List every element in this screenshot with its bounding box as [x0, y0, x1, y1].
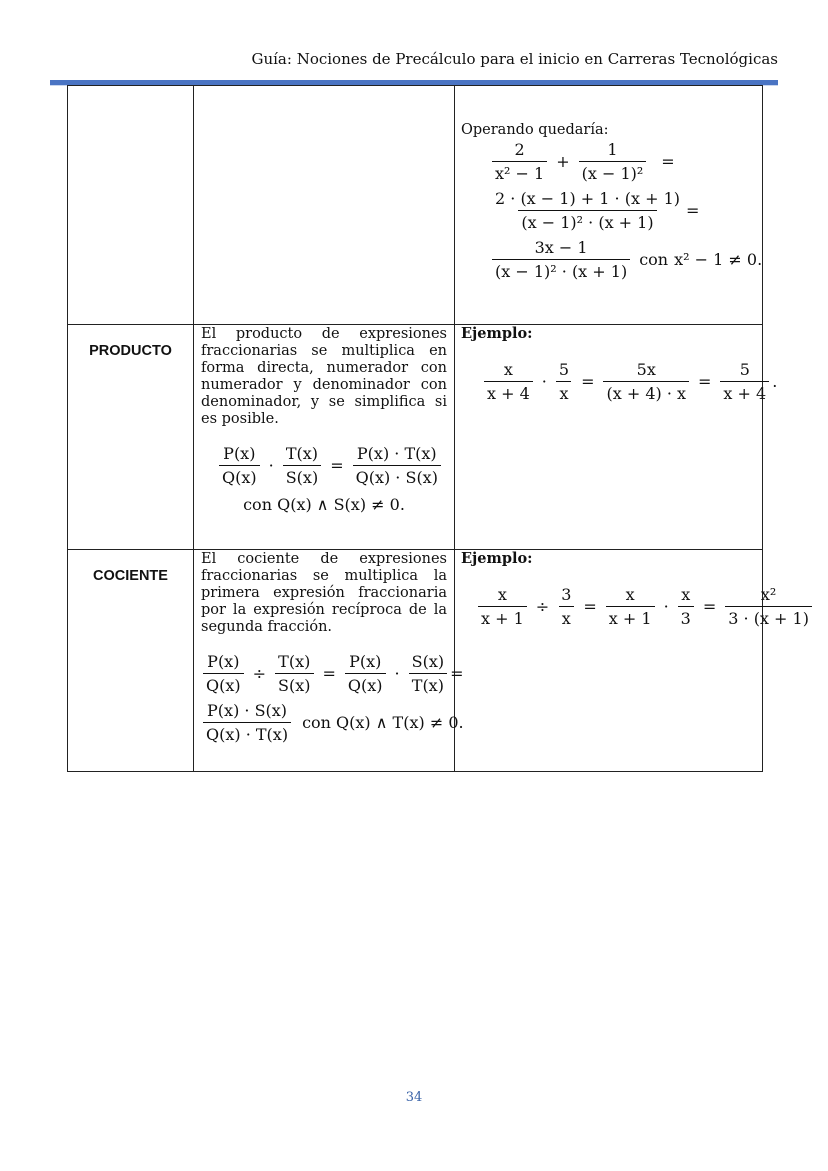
product-formula: $\frac{P(x)}{Q(x)}$ · $\frac{T(x)}{S(x)}$ = $\frac{P(x) \cdot T(x)}{Q(x) \cdot S(x)}$ — [216, 444, 454, 487]
concept-cell: COCIENTE — [68, 550, 194, 772]
example-label: Ejemplo: — [461, 325, 533, 342]
quotient-formula: $\frac{P(x)}{Q(x)}$ ÷ $\frac{T(x)}{S(x)}$ = $\frac{P(x)}{Q(x)}$ · $\frac{S(x)}{T(x)}$ = — [200, 652, 454, 695]
quotient-condition: con Q(x) ∧ T(x) ≠ 0. — [302, 713, 464, 732]
example-intro: Operando quedaría: — [461, 122, 609, 138]
table-row — [68, 86, 763, 325]
concept-cell: PRODUCTO — [68, 325, 194, 550]
example-label: Ejemplo: — [461, 550, 533, 567]
description-text: El producto de expresiones fraccionarias se multiplica en forma directa, numerador con numerador y denominador con denominador, y se simplifica si es posible. — [201, 326, 447, 427]
table-row — [68, 325, 763, 550]
example-cell — [455, 86, 763, 325]
fraction: $\frac{2}{\text{x² − 1}}$ — [492, 140, 547, 183]
product-condition: con Q(x) ∧ S(x) ≠ 0. — [243, 495, 405, 514]
example-cell — [455, 325, 778, 550]
fraction: $\frac{1}{\text{(x − 1)²}}$ — [579, 140, 647, 183]
description-cell — [194, 550, 464, 772]
description-text: El cociente de expresiones fraccionarias se multiplica la primera expresión fraccionaria por la expresión recíproca de la segunda fracción. — [201, 551, 447, 635]
fraction: $\frac{2 \cdot (x - 1) + 1 \cdot (x + 1)}{\text{(x − 1)² · (x + 1)}}$ — [495, 189, 680, 232]
page-header-title: Guía: Nociones de Precálculo para el inicio en Carreras Tecnológicas — [251, 50, 778, 68]
quotient-formula-result: $\frac{P(x) \cdot S(x)}{Q(x) \cdot T(x)}$ con Q(x) ∧ T(x) ≠ 0. — [200, 701, 454, 744]
operations-table — [67, 85, 809, 772]
description-cell — [194, 325, 455, 550]
sum-step-2: $\frac{2 \cdot (x - 1) + 1 \cdot (x + 1)}{\text{(x − 1)² · (x + 1)}}$ = — [489, 189, 762, 232]
table-row — [68, 550, 763, 772]
sum-step-1: $\frac{2}{\text{x² − 1}}$ + $\frac{1}{\text{(x − 1)²}}$ = — [489, 140, 762, 183]
concept-cell — [68, 86, 194, 325]
quotient-example: $\frac{x}{x + 1}$ ÷ $\frac{3}{x}$ = $\frac{x}{x + 1}$ · $\frac{x}{3}$ = $\frac{\text{x²}}{3 \cdot (x + 1)}$ — [475, 585, 762, 628]
sum-step-3: $\frac{3x - 1}{\text{(x − 1)² · (x + 1)}}$ con x² − 1 ≠ 0 . — [489, 238, 762, 281]
fraction: $\frac{3x - 1}{\text{(x − 1)² · (x + 1)}}$ — [492, 238, 630, 281]
description-cell — [194, 86, 455, 325]
page-number: 34 — [405, 1090, 423, 1105]
product-example: $\frac{x}{x + 4}$ · $\frac{5}{x}$ = $\frac{5x}{(x + 4) \cdot x}$ = $\frac{5}{x + 4}$ . — [481, 360, 762, 403]
sum-condition: x² − 1 ≠ 0 — [674, 250, 758, 269]
example-cell — [455, 550, 809, 772]
